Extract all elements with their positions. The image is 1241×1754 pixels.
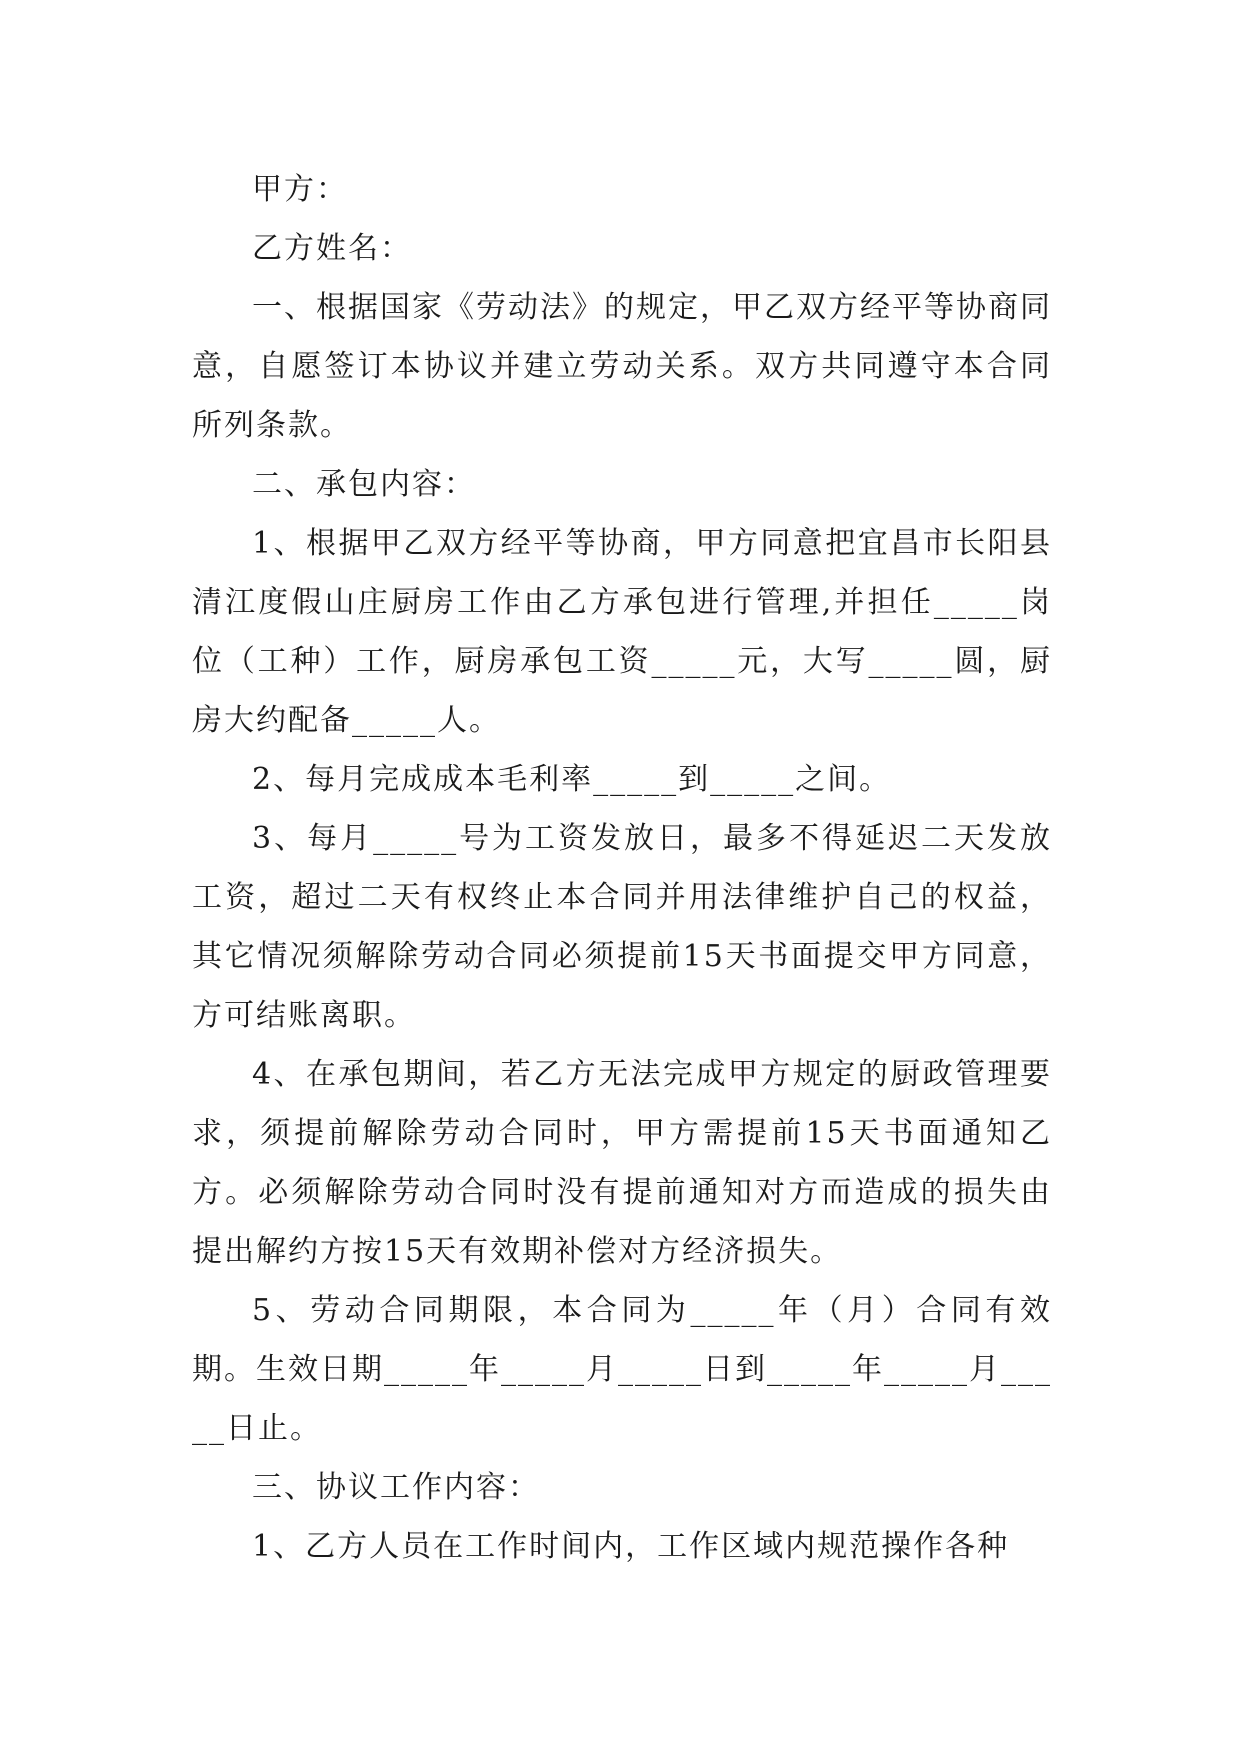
clause-2-item-5: 5、劳动合同期限，本合同为_____年（月）合同有效期。生效日期_____年_____月_____日到_____年_____月_____日止。 bbox=[192, 1293, 1052, 1446]
clause-1-paragraph: 一、根据国家《劳动法》的规定，甲乙双方经平等协商同意，自愿签订本协议并建立劳动关系。双方共同遵守本合同所列条款。 bbox=[192, 290, 1052, 443]
party-a-line: 甲方： bbox=[252, 172, 348, 207]
party-b-name-line: 乙方姓名： bbox=[252, 231, 412, 266]
clause-3-item-1: 1、乙方人员在工作时间内，工作区域内规范操作各种 bbox=[252, 1529, 1010, 1564]
clause-2-heading: 二、承包内容： bbox=[252, 467, 476, 502]
clause-2-item-2: 2、每月完成成本毛利率_____到_____之间。 bbox=[252, 762, 892, 797]
document-body bbox=[192, 160, 1052, 1576]
clause-2-item-3: 3、每月_____号为工资发放日，最多不得延迟二天发放工资，超过二天有权终止本合同并用法律维护自己的权益，其它情况须解除劳动合同必须提前15天书面提交甲方同意，方可结账离职。 bbox=[192, 821, 1052, 1033]
clause-3-heading: 三、协议工作内容： bbox=[252, 1470, 540, 1505]
clause-2-item-4: 4、在承包期间，若乙方无法完成甲方规定的厨政管理要求，须提前解除劳动合同时，甲方需提前15天书面通知乙方。必须解除劳动合同时没有提前通知对方而造成的损失由提出解约方按15天有效期补偿对方经济损失。 bbox=[192, 1057, 1052, 1269]
clause-2-item-1: 1、根据甲乙双方经平等协商，甲方同意把宜昌市长阳县清江度假山庄厨房工作由乙方承包进行管理,并担任_____岗位（工种）工作，厨房承包工资_____元，大写_____圆，厨房大约配备_____人。 bbox=[192, 526, 1052, 738]
